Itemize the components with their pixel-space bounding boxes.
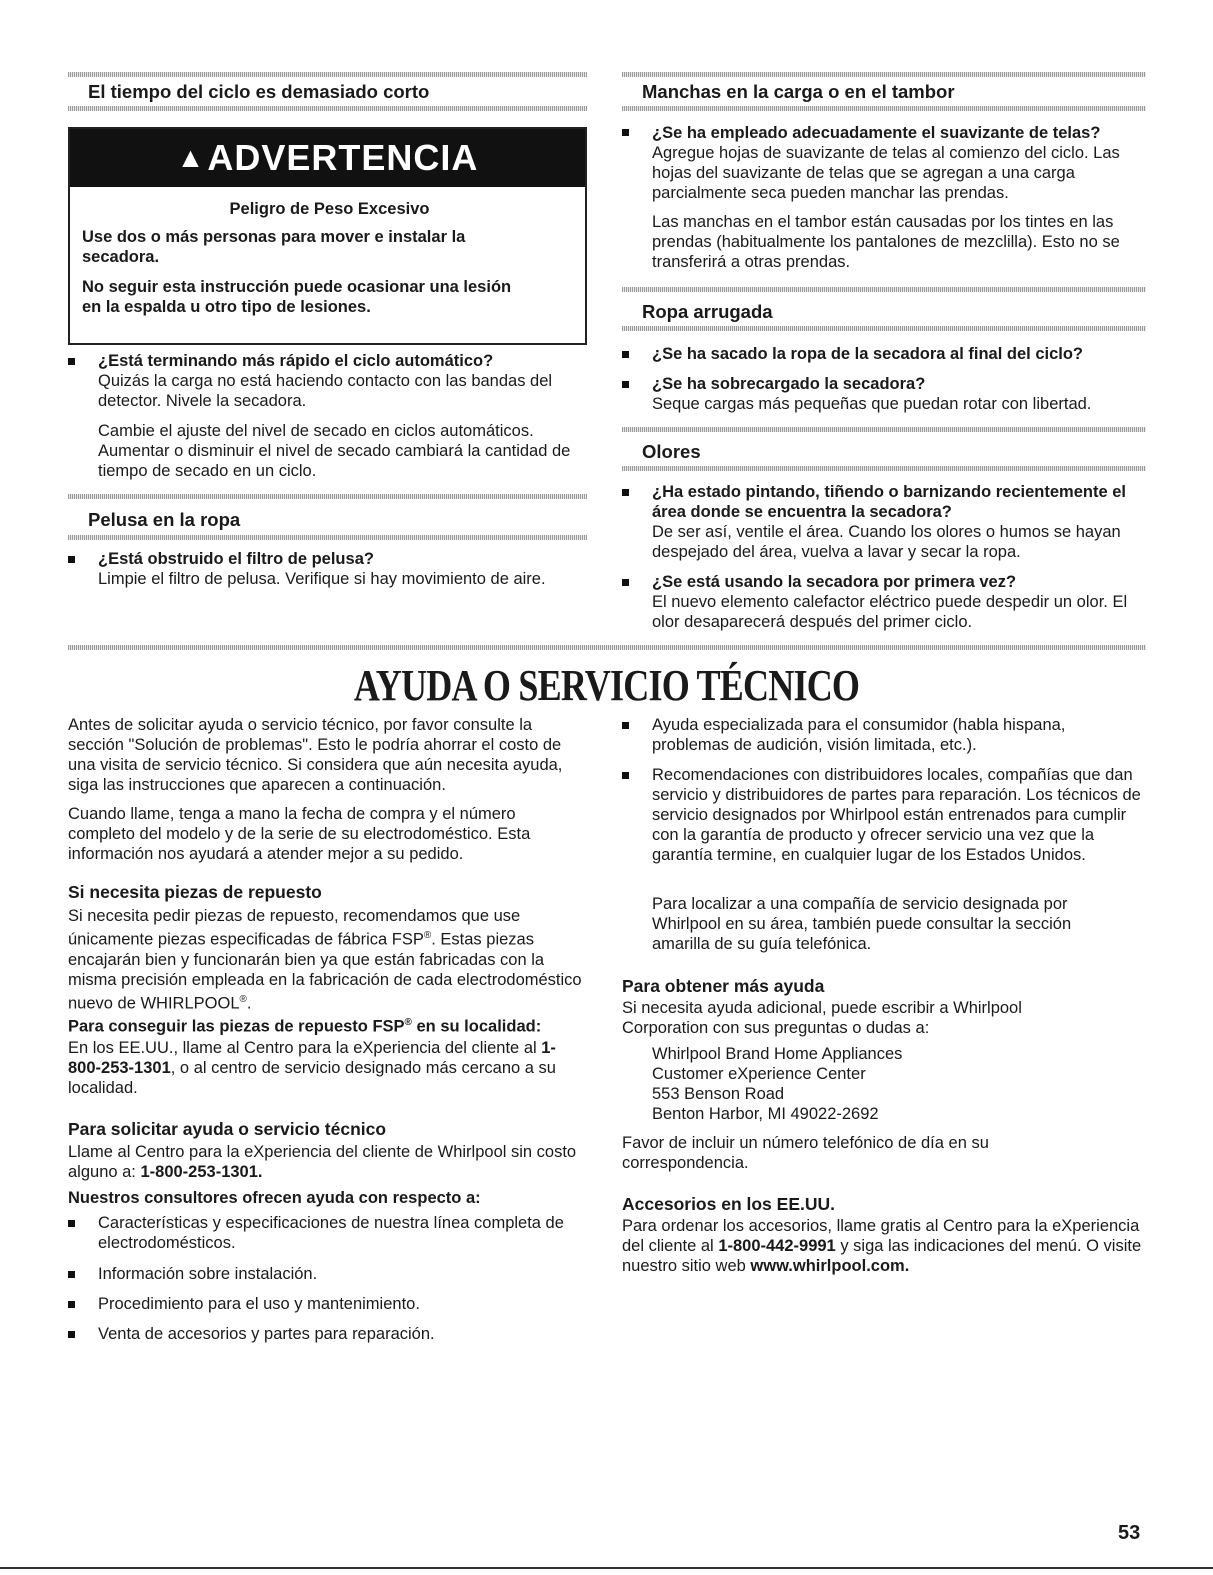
section-heading-local-parts: Para conseguir las piezas de repuesto FSP® en su localidad: [68, 1017, 542, 1036]
page-title: AYUDA O SERVICIO TÉCNICO [353, 661, 860, 710]
section-heading-lint: Pelusa en la ropa [88, 509, 241, 530]
address-line: Benton Harbor, MI 49022-2692 [652, 1105, 879, 1123]
answer: El nuevo elemento calefactor eléctrico puede despedir un olor. El olor desaparecerá después del primer ciclo. [652, 593, 1128, 631]
question: ¿Se está usando la secadora por primera vez? [652, 573, 1017, 591]
question: ¿Se ha empleado adecuadamente el suavizante de telas? [652, 124, 1101, 142]
list-item: Características y especificaciones de nuestra línea completa de electrodomésticos. [98, 1214, 564, 1252]
paragraph: En los EE.UU., llame al Centro para la eXperiencia del cliente al 1-800-253-1301, o al centro de servicio designado más cercano a su localidad. [68, 1039, 556, 1097]
website-link[interactable]: www.whirlpool.com. [750, 1257, 910, 1275]
address-line: Whirlpool Brand Home Appliances [652, 1045, 903, 1063]
section-heading-consultants: Nuestros consultores ofrecen ayuda con respecto a: [68, 1189, 481, 1207]
paragraph: Si necesita pedir piezas de repuesto, recomendamos que use únicamente piezas especificadas de fábrica FSP®. Estas piezas encajarán bien y funcionarán bien ya que están fabricadas con la misma precisión empleada en la fabricación de cada electrodoméstico nuevo de WHIRLPOOL®. [68, 907, 582, 1012]
divider [622, 326, 1146, 331]
answer: Seque cargas más pequeñas que puedan rotar con libertad. [652, 395, 1092, 413]
answer: Quizás la carga no está haciendo contacto con las bandas del detector. Nivele la secadora. [98, 372, 553, 410]
bullet-icon [68, 1220, 75, 1227]
warning-text: No seguir esta instrucción puede ocasionar una lesión en la espalda u otro tipo de lesiones. [82, 278, 512, 316]
answer: Las manchas en el tambor están causadas por los tintes en las prendas (habitualmente los pantalones de mezclilla). Esto no se transferirá a otras prendas. [652, 213, 1120, 271]
list-item: Procedimiento para el uso y mantenimiento. [98, 1295, 420, 1313]
divider [622, 466, 1146, 471]
question: ¿Está obstruido el filtro de pelusa? [98, 550, 374, 568]
question: ¿Está terminando más rápido el ciclo automático? [98, 352, 494, 370]
warning-banner-text: ADVERTENCIA [207, 137, 479, 178]
question: ¿Se ha sacado la ropa de la secadora al final del ciclo? [652, 345, 1083, 363]
warning-box [68, 127, 587, 345]
paragraph: Para localizar a una compañía de servicio designada por Whirlpool en su área, también puede consultar la sección amarilla de su guía telefónica. [652, 895, 1072, 953]
phone-number: 1-800-253-1301. [140, 1163, 263, 1181]
list-item: Información sobre instalación. [98, 1265, 318, 1283]
bullet-icon [68, 1331, 75, 1338]
bullet-icon [622, 381, 629, 388]
question: ¿Se ha sobrecargado la secadora? [652, 375, 926, 393]
section-heading-cycle-short: El tiempo del ciclo es demasiado corto [88, 81, 430, 102]
section-heading-wrinkled: Ropa arrugada [642, 301, 773, 322]
answer: De ser así, ventile el área. Cuando los olores o humos se hayan despejado del área, vuelva a lavar y secar la ropa. [652, 523, 1121, 561]
divider [68, 72, 587, 77]
section-heading-service: Para solicitar ayuda o servicio técnico [68, 1119, 387, 1139]
divider [0, 1567, 1213, 1569]
warning-banner [70, 129, 585, 187]
divider [68, 535, 587, 540]
list-item: Recomendaciones con distribuidores locales, compañías que dan servicio y distribuidores de partes para reparación. Los técnicos de servicio designados por Whirlpool están entrenados para cumplir con la garantía de producto y ofrecer servicio una vez que la garantía termine, en cualquier lugar de los Estados Unidos. [652, 766, 1141, 864]
warning-text: Use dos o más personas para mover e instalar la secadora. [82, 228, 466, 266]
section-heading-accessories: Accesorios en los EE.UU. [622, 1194, 835, 1214]
address-line: Customer eXperience Center [652, 1065, 866, 1083]
bullet-icon [68, 1271, 75, 1278]
divider [68, 645, 1146, 650]
paragraph: Si necesita ayuda adicional, puede escribir a Whirlpool Corporation con sus preguntas o dudas a: [622, 999, 1022, 1037]
paragraph: Antes de solicitar ayuda o servicio técnico, por favor consulte la sección "Solución de problemas". Esto le podría ahorrar el costo de una visita de servicio técnico. Si considera que aún necesita ayuda, siga las instrucciones que aparecen a continuación. [68, 716, 563, 794]
bullet-icon [622, 772, 629, 779]
paragraph: Para ordenar los accesorios, llame gratis al Centro para la eXperiencia del cliente al 1-800-442-9991 y siga las indicaciones del menú. O visite nuestro sitio web www.whirlpool.com. [622, 1217, 1142, 1275]
phone-number: 1-800-253-1301 [68, 1039, 556, 1077]
divider [622, 106, 1146, 111]
divider [68, 106, 587, 111]
phone-number: 1-800-442-9991 [718, 1237, 836, 1255]
divider [622, 427, 1146, 432]
paragraph: Favor de incluir un número telefónico de día en su correspondencia. [622, 1134, 989, 1172]
divider [622, 287, 1146, 292]
list-item: Venta de accesorios y partes para reparación. [98, 1325, 435, 1343]
list-item: Ayuda especializada para el consumidor (habla hispana, problemas de audición, visión limitada, etc.). [652, 716, 1066, 754]
address-line: 553 Benson Road [652, 1085, 785, 1103]
paragraph: Cuando llame, tenga a mano la fecha de compra y el número completo del modelo y de la serie de su electrodoméstico. Esta información nos ayudará a atender mejor a su pedido. [68, 805, 531, 863]
bullet-icon [622, 489, 629, 496]
section-heading-stains: Manchas en la carga o en el tambor [642, 81, 955, 102]
answer: Agregue hojas de suavizante de telas al comienzo del ciclo. Las hojas del suavizante de telas que se agregan a una carga parcialmente seca pueden manchar las prendas. [652, 144, 1120, 202]
bullet-icon [622, 351, 629, 358]
page-number: 53 [1118, 1522, 1141, 1544]
divider [68, 494, 587, 499]
warning-icon: ▲ [176, 142, 206, 173]
warning-subtitle: Peligro de Peso Excesivo [229, 200, 430, 218]
bullet-icon [68, 556, 75, 563]
answer: Cambie el ajuste del nivel de secado en ciclos automáticos. Aumentar o disminuir el nivel de secado cambiará la cantidad de tiempo de secado en un ciclo. [98, 422, 571, 480]
bullet-icon [622, 579, 629, 586]
bullet-icon [68, 358, 75, 365]
paragraph: Llame al Centro para la eXperiencia del cliente de Whirlpool sin costo alguno a: 1-800-253-1301. [68, 1143, 577, 1181]
question: ¿Ha estado pintando, tiñendo o barnizando recientemente el área donde se encuentra la secadora? [652, 483, 1126, 521]
divider [622, 72, 1146, 77]
section-heading-parts: Si necesita piezas de repuesto [68, 882, 322, 902]
section-heading-odors: Olores [642, 441, 701, 462]
bullet-icon [622, 722, 629, 729]
answer: Limpie el filtro de pelusa. Verifique si hay movimiento de aire. [98, 570, 546, 588]
bullet-icon [68, 1301, 75, 1308]
bullet-icon [622, 129, 629, 136]
section-heading-more-help: Para obtener más ayuda [622, 976, 825, 996]
